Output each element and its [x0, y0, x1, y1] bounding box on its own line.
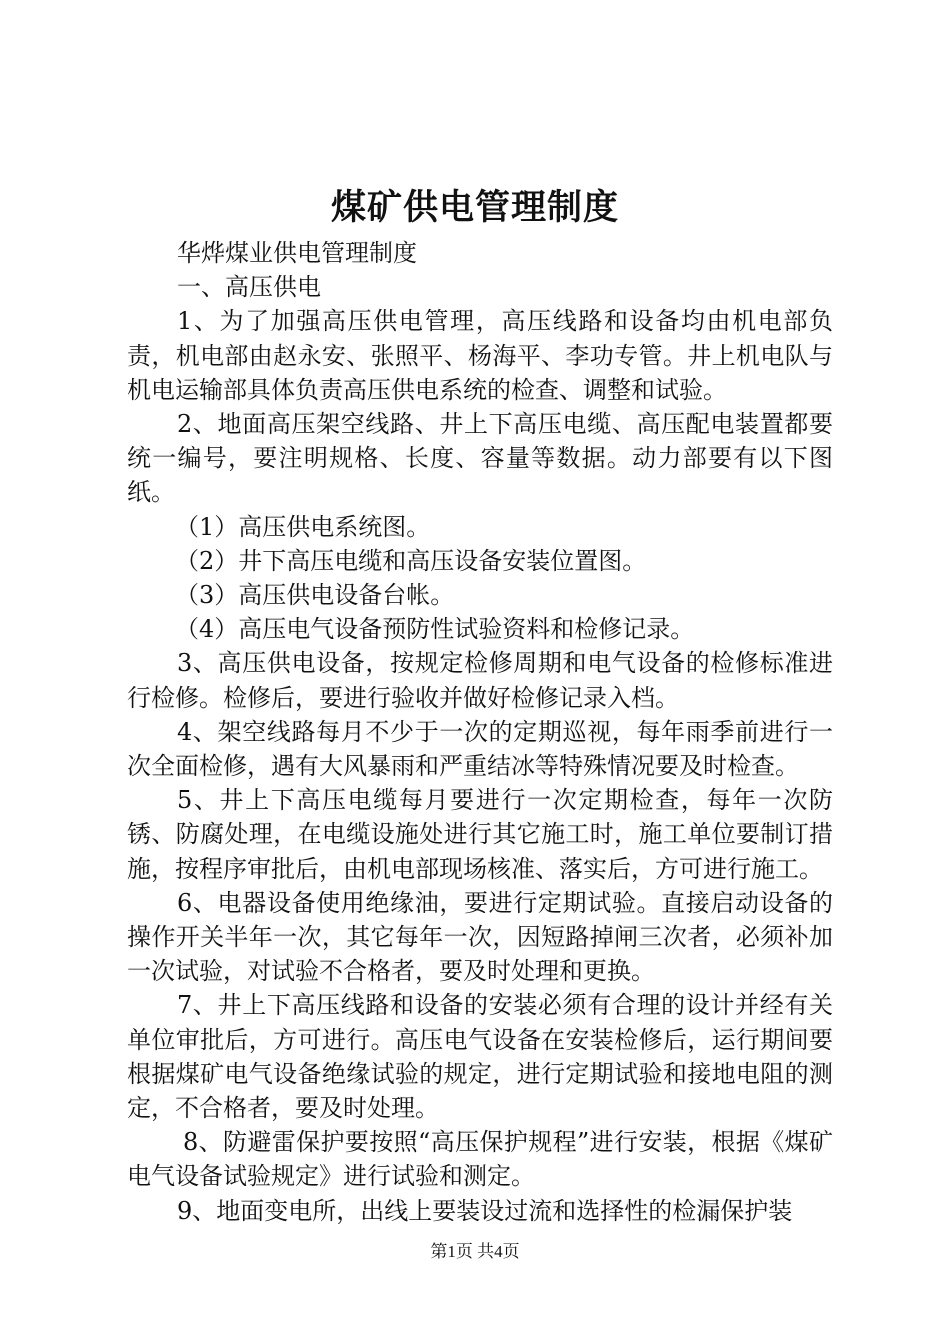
page-title: 煤矿供电管理制度 — [330, 188, 619, 228]
paragraph-item-8: 8、防避雷保护要按照“高压保护规程”进行安装，根据《煤矿电气设备试验规定》进行试验和测定。 — [127, 1128, 833, 1191]
sub-item-4: （4）高压电气设备预防性试验资料和检修记录。 — [175, 615, 695, 644]
paragraph-item-4: 4、架空线路每月不少于一次的定期巡视，每年雨季前进行一次全面检修，遇有大风暴雨和严重结冰等特殊情况要及时检查。 — [127, 717, 833, 781]
sub-item-3: （3）高压供电设备台帐。 — [175, 581, 455, 610]
paragraph-item-7: 7、井上下高压线路和设备的安装必须有合理的设计并经有关单位审批后，方可进行。高压电气设备在安装检修后，运行期间要根据煤矿电气设备绝缘试验的规定，进行定期试验和接地电阻的测定，不合格者，要及时处理。 — [127, 991, 833, 1123]
paragraph-item-1: 1、为了加强高压供电管理，高压线路和设备均由机电部负责，机电部由赵永安、张照平、杨海平、李功专管。井上机电队与机电运输部具体负责高压供电系统的检查、调整和试验。 — [127, 307, 833, 404]
page-number-footer: 第1页 共4页 — [430, 1242, 520, 1261]
paragraph-item-3: 3、高压供电设备，按规定检修周期和电气设备的检修标准进行检修。检修后，要进行验收并做好检修记录入档。 — [127, 649, 833, 712]
paragraph-item-9: 9、地面变电所，出线上要装设过流和选择性的检漏保护装 — [177, 1196, 793, 1225]
subtitle-paragraph: 华烨煤业供电管理制度 — [177, 239, 417, 267]
paragraph-item-5: 5、井上下高压电缆每月要进行一次定期检查，每年一次防锈、防腐处理，在电缆设施处进行其它施工时，施工单位要制订措施，按程序审批后，由机电部现场核准、落实后，方可进行施工。 — [127, 786, 833, 883]
section-heading: 一、高压供电 — [177, 273, 321, 302]
sub-item-2: （2）井下高压电缆和高压设备安装位置图。 — [175, 546, 647, 575]
sub-item-1: （1）高压供电系统图。 — [175, 512, 431, 541]
paragraph-item-6: 6、电器设备使用绝缘油，要进行定期试验。直接启动设备的操作开关半年一次，其它每年一次，因短路掉闸三次者，必须补加一次试验，对试验不合格者，要及时处理和更换。 — [127, 888, 833, 986]
paragraph-item-2: 2、地面高压架空线路、井上下高压电缆、高压配电装置都要统一编号，要注明规格、长度、容量等数据。动力部要有以下图纸。 — [127, 410, 833, 507]
document-body — [127, 236, 833, 1228]
